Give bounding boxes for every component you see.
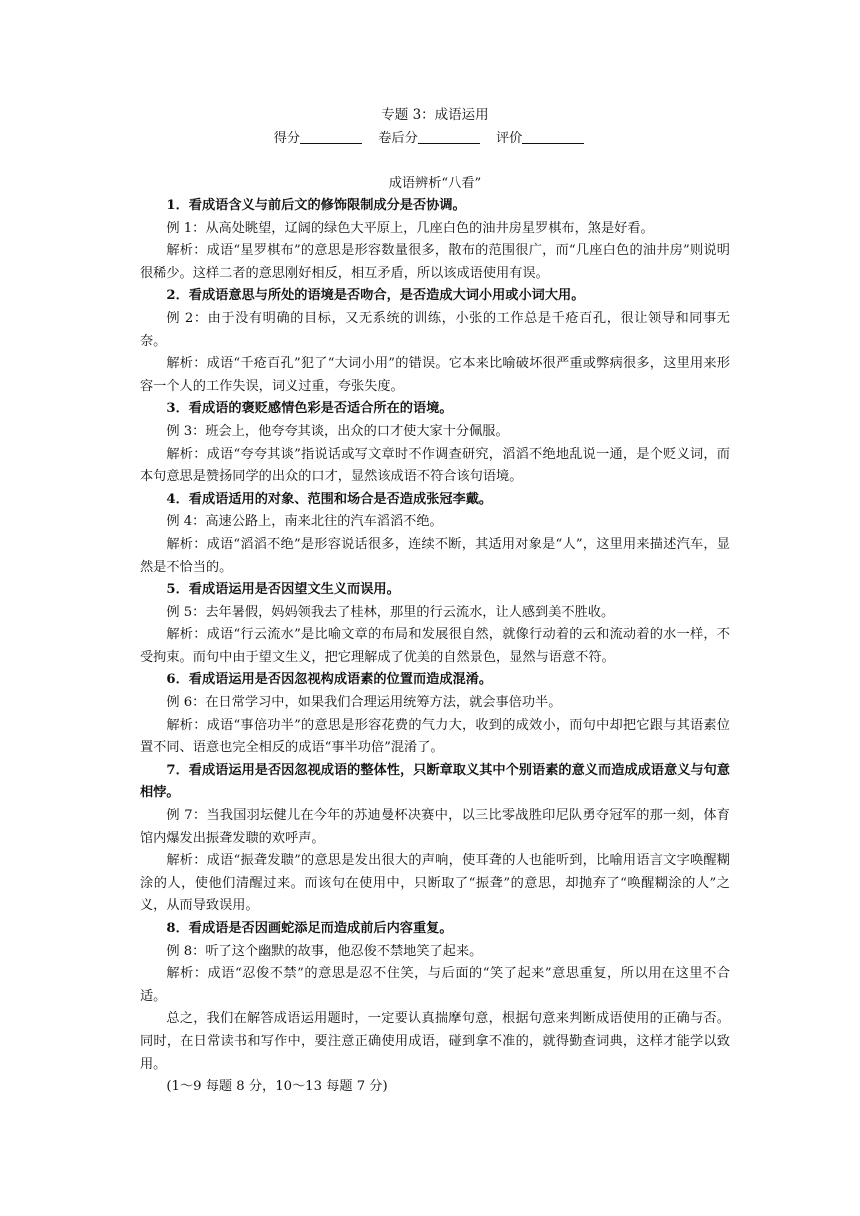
score-blank[interactable] bbox=[300, 129, 362, 144]
section-heading: 6．看成语运用是否因忽视构成语素的位置而造成混淆。 bbox=[166, 672, 493, 688]
summary-paragraph: 总之，我们在解答成语运用题时，一定要认真揣摩句意，根据句意来判断成语使用的正确与否。同时，在日常读书和写作中，要注意正确使用成语，碰到拿不准的，就得勤查词典，这样才能学以致用。 bbox=[140, 1011, 730, 1072]
example-text: 例 5：去年暑假，妈妈领我去了桂林，那里的行云流水，让人感到美不胜收。 bbox=[166, 604, 615, 620]
section-heading: 4．看成语适用的对象、范围和场合是否造成张冠李戴。 bbox=[166, 491, 493, 507]
example-text: 例 8：听了这个幽默的故事，他忍俊不禁地笑了起来。 bbox=[166, 943, 483, 959]
section-4 bbox=[140, 489, 730, 579]
analysis-text: 解析：成语“事倍功半”的意思是形容花费的气力大，收到的成效小，而句中却把它跟与其语素位置不同、语意也完全相反的成语“事半功倍”混淆了。 bbox=[140, 717, 730, 756]
section-5 bbox=[140, 579, 730, 669]
example-text: 例 7：当我国羽坛健儿在今年的苏迪曼杯决赛中，以三比零战胜印尼队勇夺冠军的那一刻，体育馆内爆发出振聋发聩的欢呼声。 bbox=[140, 808, 730, 846]
section-1 bbox=[140, 195, 730, 285]
section-7 bbox=[140, 760, 730, 918]
score-label: 得分 bbox=[273, 131, 301, 146]
analysis-text: 解析：成语“振聋发聩”的意思是发出很大的声响，使耳聋的人也能听到，比喻用语言文字唤醒糊涂的人，使他们清醒过来。而该句在使用中，只断取了“振聋”的意思，却抛弃了“唤醒糊涂的人”之义，从而导致误用。 bbox=[140, 853, 730, 914]
evaluation-blank[interactable] bbox=[522, 129, 584, 144]
section-8 bbox=[140, 918, 730, 1008]
analysis-text: 解析：成语“滔滔不绝”是形容说话很多，连续不断，其适用对象是“人”，这里用来描述汽车，显然是不恰当的。 bbox=[140, 536, 730, 575]
after-score-blank[interactable] bbox=[418, 129, 480, 144]
scoring-note: (1～9 每题 8 分，10～13 每题 7 分) bbox=[166, 1079, 388, 1095]
example-text: 例 6：在日常学习中，如果我们合理运用统筹方法，就会事倍功半。 bbox=[166, 695, 562, 711]
section-3 bbox=[140, 398, 730, 488]
example-text: 例 4：高速公路上，南来北往的汽车滔滔不绝。 bbox=[166, 514, 443, 530]
analysis-text: 解析：成语“星罗棋布”的意思是形容数量很多，散布的范围很广，而“几座白色的油井房”则说明很稀少。这样二者的意思刚好相反，相互矛盾，所以该成语使用有误。 bbox=[140, 243, 730, 281]
section-heading: 5．看成语运用是否因望文生义而误用。 bbox=[166, 582, 400, 598]
analysis-text: 解析：成语“千疮百孔”犯了“大词小用”的错误。它本来比喻破坏很严重或弊病很多，这里用来形容一个人的工作失误，词义过重，夸张失度。 bbox=[140, 356, 730, 394]
section-heading: 7．看成语运用是否因忽视成语的整体性，只断章取义其中个别语素的意义而造成成语意义与句意相悖。 bbox=[140, 762, 730, 801]
analysis-text: 解析：成语“忍俊不禁”的意思是忍不住笑，与后面的“笑了起来”意思重复，所以用在这里不合适。 bbox=[140, 966, 730, 1004]
document-page bbox=[140, 104, 730, 1099]
evaluation-label: 评价 bbox=[495, 131, 523, 146]
analysis-text: 解析：成语“夸夸其谈”指说话或写文章时不作调查研究，滔滔不绝地乱说一通，是个贬义词，而本句意思是赞扬同学的出众的口才，显然该成语不符合该句语境。 bbox=[140, 446, 730, 485]
analysis-text: 解析：成语“行云流水”是比喻文章的布局和发展很自然，就像行动着的云和流动着的水一样，不受拘束。而句中由于望文生义，把它理解成了优美的自然景色，显然与语意不符。 bbox=[140, 627, 730, 665]
section-6 bbox=[140, 669, 730, 759]
example-text: 例 2：由于没有明确的目标，又无系统的训练，小张的工作总是千疮百孔，很让领导和同事无奈。 bbox=[140, 310, 730, 349]
section-2 bbox=[140, 285, 730, 398]
after-score-label: 卷后分 bbox=[378, 131, 418, 146]
example-text: 例 3：班会上，他夸夸其谈，出众的口才使大家十分佩服。 bbox=[166, 423, 509, 439]
section-heading: 2．看成语意思与所处的语境是否吻合，是否造成大词小用或小词大用。 bbox=[166, 288, 585, 304]
example-text: 例 1：从高处眺望，辽阔的绿色大平原上，几座白色的油井房星罗棋布，煞是好看。 bbox=[166, 220, 654, 236]
score-line bbox=[140, 127, 730, 150]
page-title: 专题 3：成语运用 bbox=[381, 107, 489, 123]
section-heading: 3．看成语的褒贬感情色彩是否适合所在的语境。 bbox=[166, 401, 453, 417]
section-heading: 8．看成语是否因画蛇添足而造成前后内容重复。 bbox=[166, 921, 453, 936]
section-subtitle: 成语辨析“八看” bbox=[388, 176, 482, 191]
section-heading: 1．看成语含义与前后文的修饰限制成分是否协调。 bbox=[166, 198, 466, 213]
